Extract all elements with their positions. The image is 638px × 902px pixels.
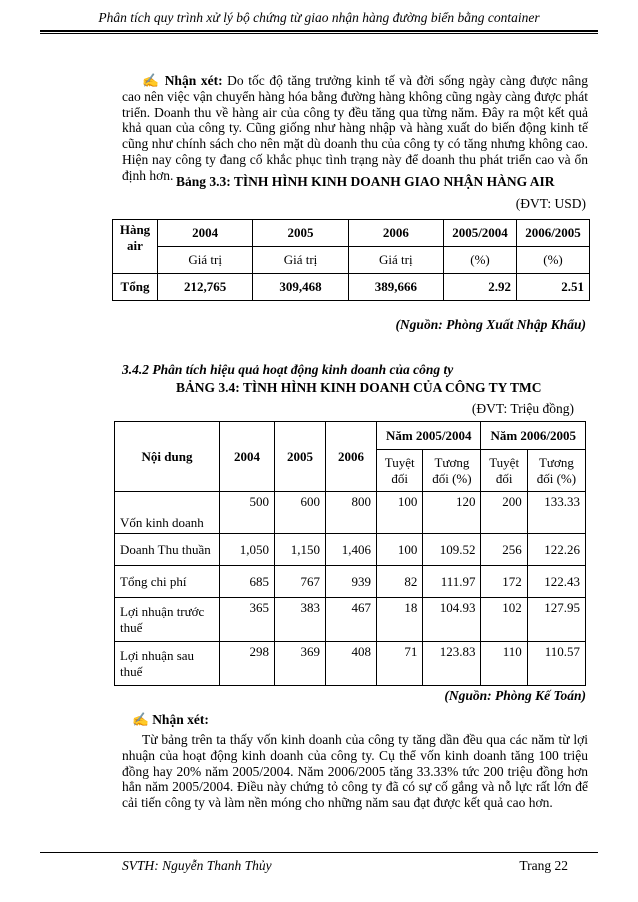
- table1-source: (Nguồn: Phòng Xuất Nhập Khẩu): [395, 317, 586, 332]
- table-row: [115, 566, 586, 598]
- table2-subheader: Tuyệt đối: [481, 450, 527, 492]
- table2-cell: 104.93: [423, 598, 481, 642]
- table1-year-header: 2005: [253, 220, 348, 247]
- table1-cell: 212,765: [158, 274, 253, 301]
- table1-cell: 2.92: [444, 274, 517, 301]
- table2-cell: 102: [481, 598, 527, 642]
- table2-title: BẢNG 3.4: TÌNH HÌNH KINH DOANH CỦA CÔNG TY TMC: [176, 380, 542, 395]
- table1-ratio-header: [444, 220, 517, 247]
- table1-subheader: Giá trị: [158, 247, 253, 274]
- table1-subheader: Giá trị: [348, 247, 443, 274]
- table2-group-header: Năm 2005/2004: [377, 422, 481, 450]
- intro-text: Do tốc độ tăng trưởng kinh tế và đời sống ngày càng được nâng cao nên việc vận chuyển hàng hóa bằng đường hàng không cũng ngày càng được phát triển. Doanh thu về hàng air của công ty đều tăng qua từng năm. Đây ra một kết quả khả quan của công ty. Cũng giống như hàng nhập và hàng xuất do biến động kinh tế cũng như chính sách cho nên mặt dù doanh thu của công ty có tăng nhưng không cao. Hiện nay công ty đang cố khắc phục tình trạng này để doanh thu phát triển cao và ổn định hơn.: [122, 73, 589, 183]
- table2-unit: (ĐVT: Triệu đồng): [471, 401, 574, 416]
- table2-cell: 122.26: [527, 534, 585, 566]
- table2-cell: 256: [481, 534, 527, 566]
- table1-ratio-unit: (%): [444, 247, 517, 274]
- table-row: [115, 534, 586, 566]
- table2-cell: 685: [220, 566, 275, 598]
- hand-pointing-icon: ✍: [142, 73, 161, 88]
- table2-cell: 500: [220, 492, 275, 534]
- hand-pointing-icon: ✍: [132, 712, 149, 727]
- table2-subheader: Tương đối (%): [423, 450, 481, 492]
- table2-cell: 767: [275, 566, 326, 598]
- intro-paragraph: [122, 73, 588, 184]
- table1-cell: 389,666: [348, 274, 443, 301]
- table2-cell: 172: [481, 566, 527, 598]
- table1-cell: 309,468: [253, 274, 348, 301]
- table1-title: Bảng 3.3: TÌNH HÌNH KINH DOANH GIAO NHẬN HÀNG AIR: [176, 174, 555, 189]
- table2-cell: 200: [481, 492, 527, 534]
- table2-cell: 120: [423, 492, 481, 534]
- table2-cell: 365: [220, 598, 275, 642]
- table1-subheader: Giá trị: [253, 247, 348, 274]
- header-rule-thin: [40, 33, 598, 34]
- table2-cell: 71: [377, 642, 423, 686]
- table2-row-label: Vốn kinh doanh: [115, 492, 220, 534]
- table1-ratio-unit: (%): [517, 247, 590, 274]
- table2-group-header: Năm 2006/2005: [481, 422, 586, 450]
- table2-cell: 110: [481, 642, 527, 686]
- table2-year-header: 2004: [220, 422, 275, 492]
- table2-cell: 408: [326, 642, 377, 686]
- footer-rule: [40, 852, 598, 853]
- section-heading: 3.4.2 Phân tích hiệu quả hoạt động kinh doanh của công ty: [122, 362, 454, 377]
- table2-cell: 111.97: [423, 566, 481, 598]
- table2-cell: 467: [326, 598, 377, 642]
- table2-cell: 1,406: [326, 534, 377, 566]
- comment-label: Nhận xét:: [152, 712, 209, 727]
- table1-cell: 2.51: [517, 274, 590, 301]
- table2-cell: 123.83: [423, 642, 481, 686]
- table2-cell: 939: [326, 566, 377, 598]
- table2-cell: 110.57: [527, 642, 585, 686]
- table2-subheader: Tuyệt đối: [377, 450, 423, 492]
- table2-cell: 133.33: [527, 492, 585, 534]
- table-row: [115, 598, 586, 642]
- table1-ratio-header: [517, 220, 590, 247]
- table2-cell: 82: [377, 566, 423, 598]
- footer-author: SVTH: Nguyễn Thanh Thủy: [122, 858, 272, 873]
- air-revenue-table: [112, 219, 590, 301]
- table2-row-label: Lợi nhuận sau thuế: [115, 642, 220, 686]
- table2-cell: 383: [275, 598, 326, 642]
- table2-year-header: 2005: [275, 422, 326, 492]
- ratio-label: 2006/2005: [525, 225, 581, 240]
- table2-cell: 100: [377, 492, 423, 534]
- table1-row-label: Tổng: [113, 274, 158, 301]
- table2-cell: 122.43: [527, 566, 585, 598]
- table2-source: (Nguồn: Phòng Kế Toán): [444, 688, 586, 703]
- table1-year-header: 2006: [348, 220, 443, 247]
- table2-cell: 298: [220, 642, 275, 686]
- table1-unit: (ĐVT: USD): [515, 196, 586, 211]
- table2-cell: 127.95: [527, 598, 585, 642]
- comment-heading: [132, 712, 209, 728]
- ratio-label: 2005/2004: [452, 225, 508, 240]
- table2-cell: 369: [275, 642, 326, 686]
- table2-row-label: Lợi nhuận trước thuế: [115, 598, 220, 642]
- table1-corner: Hàng air: [113, 220, 158, 274]
- table2-subheader: Tương đối (%): [527, 450, 585, 492]
- business-table: [114, 421, 586, 686]
- table2-row-label: Doanh Thu thuần: [115, 534, 220, 566]
- footer-page-number: Trang 22: [519, 858, 568, 873]
- table2-row-label: Tổng chi phí: [115, 566, 220, 598]
- table-row: [115, 642, 586, 686]
- table1-year-header: 2004: [158, 220, 253, 247]
- table2-year-header: 2006: [326, 422, 377, 492]
- table2-cell: 800: [326, 492, 377, 534]
- header-rule: [40, 30, 598, 32]
- table2-cell: 18: [377, 598, 423, 642]
- table2-cell: 109.52: [423, 534, 481, 566]
- table-row: [115, 492, 586, 534]
- table2-cell: 600: [275, 492, 326, 534]
- comment-paragraph: Từ bảng trên ta thấy vốn kinh doanh của công ty tăng dần đều qua các năm từ lợi nhuận của hoạt động kinh doanh của công ty. Cụ thể vốn kinh doanh tăng 100 triệu đồng hay 20% năm 2005/2004. Năm 2006/2005 tăng 33.33% tức 200 triệu đồng hơn hẳn năm 2005/2004. Điều này chứng tỏ công ty đã có sự cố gắng và nỗ lực rất lớn để cải tiến công ty và làm nền móng cho những năm sau đạt được kết quả cao hơn.: [122, 732, 588, 811]
- page-header: Phân tích quy trình xử lý bộ chứng từ giao nhận hàng đường biển bằng container: [98, 10, 540, 25]
- intro-label: Nhận xét:: [164, 73, 223, 88]
- table2-content-header: Nội dung: [115, 422, 220, 492]
- table2-cell: 100: [377, 534, 423, 566]
- table2-cell: 1,050: [220, 534, 275, 566]
- table2-cell: 1,150: [275, 534, 326, 566]
